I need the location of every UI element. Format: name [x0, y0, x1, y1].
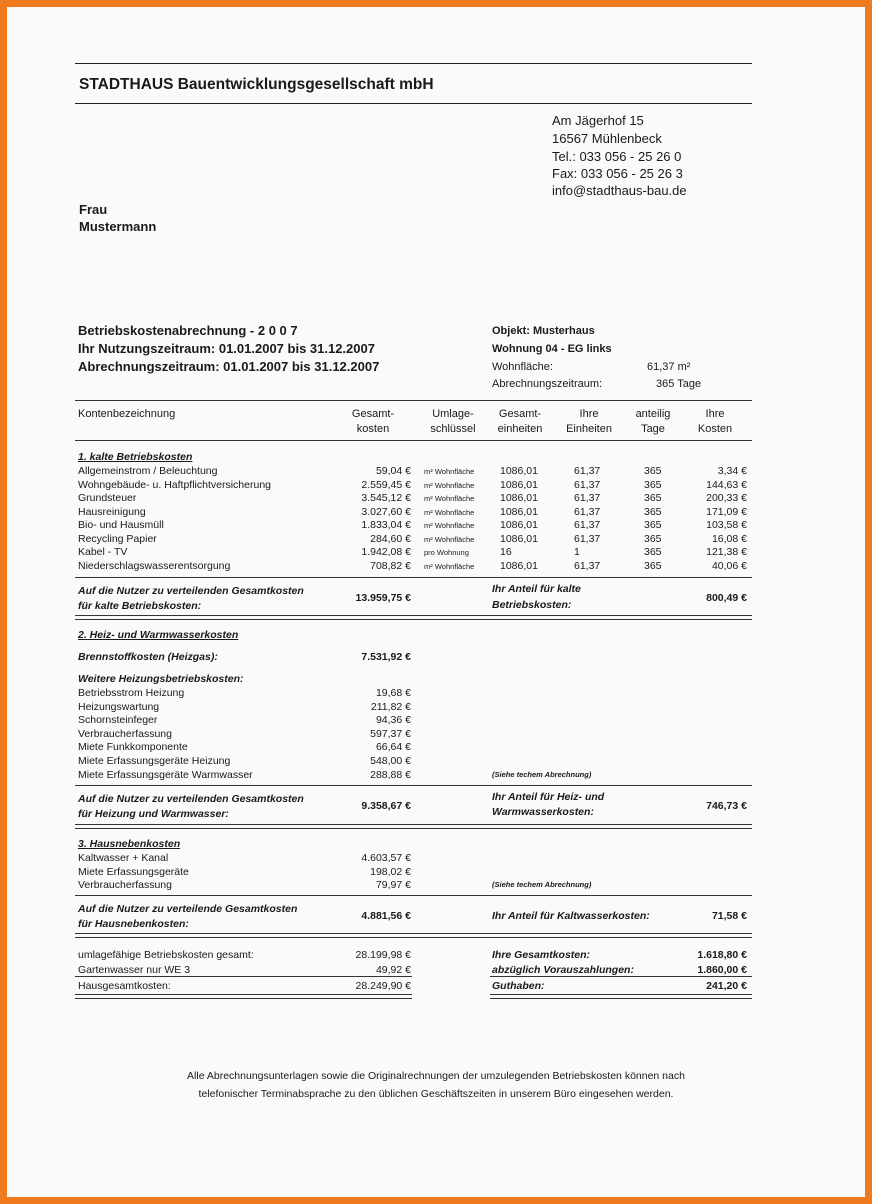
cost-item-name: Miete Erfassungsgeräte: [78, 865, 189, 878]
cost-item-total: 3.027,60 €: [361, 505, 411, 518]
col-header-konten: Kontenbezeichnung: [78, 408, 176, 420]
cost-item-total: 1.942,08 €: [361, 546, 411, 558]
cost-item-name: Recycling Papier: [78, 532, 157, 545]
cost-item-name: Verbraucherfassung: [78, 727, 172, 740]
summary-garden-value: 49,92 €: [375, 964, 411, 976]
header-rule-bottom: [75, 103, 752, 104]
cost-item-name: Niederschlagswasserentsorgung: [78, 559, 231, 572]
cost-item-name: Kaltwasser + Kanal: [78, 852, 169, 864]
table-row: [0, 701, 872, 715]
cost-item-your-units: 61,37: [574, 519, 601, 531]
section2-double-rule: [75, 824, 752, 829]
cost-item-total-units: 1086,01: [500, 559, 538, 572]
address-street: Am Jägerhof 15: [552, 113, 644, 128]
section2-share-value: 746,73 €: [706, 800, 747, 812]
cost-item-total: 288,88 €: [370, 768, 411, 781]
table-row: [0, 714, 872, 728]
summary-credit-label: Guthaben:: [492, 980, 545, 992]
summary-right-rule: [490, 976, 752, 977]
section2-rule: [75, 785, 752, 786]
table-row: [0, 687, 872, 701]
recipient-name: Mustermann: [79, 219, 157, 234]
col-header-gesamtkosten: Gesamt- kosten: [351, 408, 395, 435]
table-row: [0, 465, 872, 479]
section3-total-label-2: für Hausnebenkosten:: [78, 918, 189, 930]
cost-item-key: m² Wohnfläche: [424, 534, 475, 544]
section2-title: 2. Heiz- und Warmwasserkosten: [78, 629, 239, 641]
cost-item-total: 708,82 €: [370, 559, 411, 572]
section1-total-label-2: für kalte Betriebskosten:: [78, 600, 202, 612]
summary-your-total-value: 1.618,80 €: [697, 949, 747, 961]
section1-double-rule: [75, 615, 752, 620]
summary-left-double-rule: [75, 994, 412, 999]
cost-item-total-units: 1086,01: [500, 492, 538, 504]
cost-item-name: Allgemeinstrom / Beleuchtung: [78, 465, 218, 477]
cost-item-your-cost: 103,58 €: [706, 519, 747, 531]
table-row: [0, 560, 872, 574]
section3-title: 3. Hausnebenkosten: [78, 838, 181, 850]
cost-item-key: m² Wohnfläche: [424, 561, 475, 571]
summary-prepayment-label: abzüglich Vorauszahlungen:: [492, 964, 634, 976]
table-header-rule-bottom: [75, 440, 752, 441]
table-row: [0, 866, 872, 880]
cost-item-key: m² Wohnfläche: [424, 507, 475, 517]
table-row: [0, 546, 872, 560]
cost-item-name: Grundsteuer: [78, 492, 137, 504]
section3-share-value: 71,58 €: [711, 910, 747, 922]
cost-item-your-cost: 3,34 €: [717, 465, 747, 477]
cost-item-total: 19,68 €: [375, 687, 411, 699]
cost-item-name: Bio- und Hausmüll: [78, 519, 164, 531]
cost-item-days: 365: [644, 505, 662, 518]
cost-item-name: Miete Erfassungsgeräte Heizung: [78, 755, 231, 767]
cost-item-name: Wohngebäude- u. Haftpflichtversicherung: [78, 478, 272, 491]
cost-item-your-cost: 171,09 €: [706, 505, 747, 518]
address-email: info@stadthaus-bau.de: [552, 183, 687, 198]
company-name: STADTHAUS Bauentwicklungsgesellschaft mbH: [79, 76, 434, 93]
cost-item-your-units: 61,37: [574, 532, 601, 545]
cost-item-total: 79,97 €: [375, 879, 411, 892]
cost-item-total-units: 16: [500, 546, 512, 558]
table-row: [0, 879, 872, 893]
section2-share-label-2: Warmwasserkosten:: [492, 806, 594, 818]
cost-item-total-units: 1086,01: [500, 519, 538, 531]
cost-item-total: 4.603,57 €: [361, 852, 411, 864]
address-city: 16567 Mühlenbeck: [552, 131, 662, 146]
cost-item-your-units: 61,37: [574, 492, 601, 504]
cost-item-total: 66,64 €: [375, 741, 411, 754]
section3-rule: [75, 895, 752, 896]
cost-item-name: Schornsteinfeger: [78, 714, 158, 727]
table-row: [0, 728, 872, 742]
table-row: [0, 852, 872, 866]
table-row: [0, 533, 872, 547]
section1-share-label-2: Betriebskosten:: [492, 599, 572, 611]
section2-total-label-1: Auf die Nutzer zu verteilenden Gesamtkosten: [78, 793, 304, 805]
section3-total-value: 4.881,56 €: [361, 910, 411, 922]
address-fax: Fax: 033 056 - 25 26 3: [552, 166, 683, 181]
cost-item-total-units: 1086,01: [500, 478, 538, 491]
cost-item-key: pro Wohnung: [424, 548, 469, 557]
cost-item-name: Hausreinigung: [78, 505, 146, 518]
col-header-ihre-einheiten: Ihre Einheiten: [566, 408, 612, 435]
section1-share-value: 800,49 €: [706, 592, 747, 604]
cost-item-your-cost: 16,08 €: [711, 532, 747, 545]
cost-item-total: 2.559,45 €: [361, 478, 411, 491]
cost-item-days: 365: [644, 492, 662, 504]
cost-item-total: 597,37 €: [370, 727, 411, 740]
cost-item-your-units: 61,37: [574, 559, 601, 572]
cost-item-your-cost: 121,38 €: [706, 546, 747, 558]
cost-item-total: 94,36 €: [375, 714, 411, 727]
section3-share-label: Ihr Anteil für Kaltwasserkosten:: [492, 910, 650, 922]
section2-share-label-1: Ihr Anteil für Heiz- und: [492, 791, 605, 803]
cost-item-key: m² Wohnfläche: [424, 521, 475, 530]
table-row: [0, 492, 872, 506]
table-row: [0, 479, 872, 493]
table-header-rule-top: [75, 400, 752, 401]
section3-double-rule: [75, 933, 752, 938]
summary-left-rule: [75, 976, 412, 977]
section1-share-label-1: Ihr Anteil für kalte: [492, 583, 581, 595]
doc-title: Betriebskostenabrechnung - 2 0 0 7: [78, 323, 298, 338]
cost-item-days: 365: [644, 546, 662, 558]
section2-note: (Siehe techem Abrechnung): [492, 770, 592, 779]
fuel-cost-label: Brennstoffkosten (Heizgas):: [78, 651, 218, 663]
cost-item-name: Verbraucherfassung: [78, 879, 172, 892]
cost-item-total: 198,02 €: [370, 865, 411, 878]
cost-item-days: 365: [644, 478, 662, 491]
cost-item-days: 365: [644, 519, 662, 531]
period-days-label: Abrechnungszeitraum:: [492, 378, 603, 390]
cost-item-name: Betriebsstrom Heizung: [78, 687, 185, 699]
section3-total-label-1: Auf die Nutzer zu verteilende Gesamtkosten: [78, 903, 298, 915]
cost-item-days: 365: [644, 559, 662, 572]
table-row: [0, 755, 872, 769]
cost-item-your-units: 61,37: [574, 465, 601, 477]
section1-title: 1. kalte Betriebskosten: [78, 451, 193, 463]
usage-period: Ihr Nutzungszeitraum: 01.01.2007 bis 31.12.2007: [78, 341, 375, 356]
section3-note: (Siehe techem Abrechnung): [492, 880, 592, 889]
living-area-value: 61,37 m²: [647, 361, 691, 373]
billing-period: Abrechnungszeitraum: 01.01.2007 bis 31.12.2007: [78, 359, 380, 374]
section1-rule: [75, 577, 752, 578]
cost-item-total: 548,00 €: [370, 755, 411, 767]
table-row: [0, 769, 872, 783]
cost-item-total-units: 1086,01: [500, 465, 538, 477]
cost-item-your-cost: 200,33 €: [706, 492, 747, 504]
table-row: [0, 506, 872, 520]
cost-item-name: Miete Erfassungsgeräte Warmwasser: [78, 768, 253, 781]
further-heating-costs-label: Weitere Heizungsbetriebskosten:: [78, 673, 244, 685]
cost-item-total-units: 1086,01: [500, 532, 538, 545]
cost-item-name: Miete Funkkomponente: [78, 741, 188, 754]
header-rule-top: [75, 63, 752, 64]
cost-item-days: 365: [644, 532, 662, 545]
cost-item-key: m² Wohnfläche: [424, 494, 475, 503]
table-row: [0, 741, 872, 755]
object-name: Objekt: Musterhaus: [492, 325, 595, 337]
recipient-salutation: Frau: [79, 202, 108, 217]
cost-item-name: Heizungswartung: [78, 700, 160, 713]
living-area-label: Wohnfläche:: [492, 361, 553, 373]
col-header-gesamteinheiten: Gesamt- einheiten: [497, 408, 543, 435]
cost-item-key: m² Wohnfläche: [424, 480, 475, 490]
summary-house-total-value: 28.249,90 €: [355, 980, 411, 992]
fuel-cost-value: 7.531,92 €: [361, 651, 411, 663]
cost-item-total: 211,82 €: [370, 700, 411, 713]
cost-item-your-cost: 40,06 €: [711, 559, 747, 572]
summary-prepayment-value: 1.860,00 €: [697, 964, 747, 976]
cost-item-total: 1.833,04 €: [361, 519, 411, 531]
summary-your-total-label: Ihre Gesamtkosten:: [492, 949, 591, 961]
cost-item-your-units: 1: [574, 546, 580, 558]
summary-house-total-label: Hausgesamtkosten:: [78, 980, 171, 992]
section1-total-value: 13.959,75 €: [355, 592, 411, 604]
col-header-umlageschluessel: Umlage- schlüssel: [430, 408, 476, 435]
section2-total-value: 9.358,67 €: [361, 800, 411, 812]
footer-line-1: Alle Abrechnungsunterlagen sowie die Originalrechnungen der umzulegenden Betriebskosten können nach: [187, 1070, 685, 1082]
summary-umlage-value: 28.199,98 €: [355, 949, 411, 961]
address-phone: Tel.: 033 056 - 25 26 0: [552, 149, 682, 164]
cost-item-total: 284,60 €: [370, 532, 411, 545]
table-row: [0, 519, 872, 533]
section1-total-label-1: Auf die Nutzer zu verteilenden Gesamtkosten: [78, 585, 304, 597]
cost-item-total: 59,04 €: [375, 465, 411, 477]
cost-item-total-units: 1086,01: [500, 505, 538, 518]
summary-credit-value: 241,20 €: [706, 980, 747, 992]
cost-item-total: 3.545,12 €: [361, 492, 411, 504]
cost-item-your-cost: 144,63 €: [706, 478, 747, 491]
cost-item-your-units: 61,37: [574, 478, 601, 491]
cost-item-key: m² Wohnfläche: [424, 467, 475, 476]
summary-umlage-label: umlagefähige Betriebskosten gesamt:: [78, 949, 254, 961]
period-days-value: 365 Tage: [656, 378, 702, 390]
apartment-name: Wohnung 04 - EG links: [492, 343, 612, 355]
section2-total-label-2: für Heizung und Warmwasser:: [78, 808, 229, 820]
col-header-ihre-kosten: Ihre Kosten: [697, 408, 733, 435]
cost-item-name: Kabel - TV: [78, 546, 128, 558]
footer-line-2: telefonischer Terminabsprache zu den üblichen Geschäftszeiten in unserem Büro eingesehen werden.: [198, 1088, 674, 1100]
col-header-anteilig-tage: anteilig Tage: [635, 408, 671, 435]
cost-item-days: 365: [644, 465, 662, 477]
summary-garden-label: Gartenwasser nur WE 3: [78, 964, 191, 976]
cost-item-your-units: 61,37: [574, 505, 601, 518]
summary-right-double-rule: [490, 994, 752, 999]
